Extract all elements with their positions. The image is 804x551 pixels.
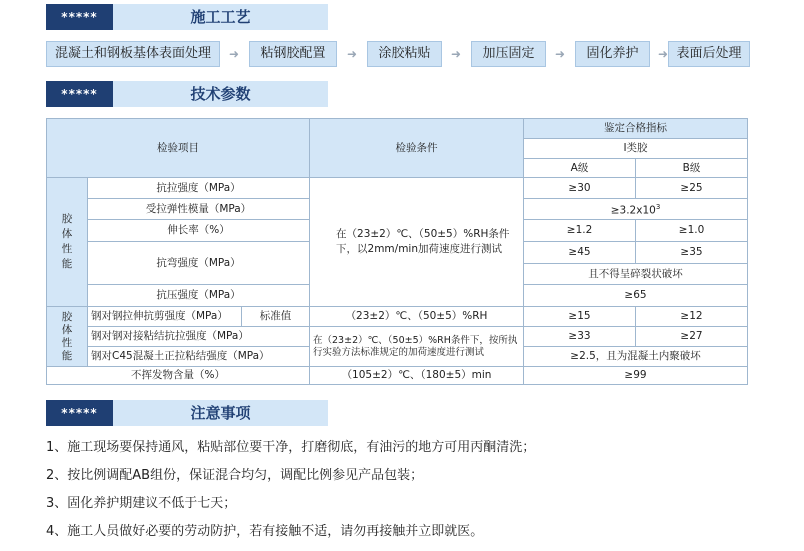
arrow-right-icon: ➜ bbox=[554, 47, 566, 61]
row-a: ≥1.2 bbox=[524, 220, 636, 242]
notes-list bbox=[46, 439, 786, 551]
row-condition: （105±2）℃、（180±5）min bbox=[310, 367, 524, 385]
group-label-text: 胶体性能 bbox=[61, 213, 73, 270]
header-qualified: 鉴定合格指标 bbox=[524, 119, 748, 139]
table-row bbox=[47, 367, 748, 385]
process-step-2: 粘钢胶配置 bbox=[249, 41, 337, 67]
process-flow bbox=[46, 41, 750, 67]
process-step-5: 固化养护 bbox=[575, 41, 650, 67]
note-item: 2、按比例调配AB组份，保证混合均匀，调配比例参见产品包装； bbox=[46, 468, 424, 483]
group-label bbox=[47, 178, 88, 307]
row-value: ≥99 bbox=[524, 367, 748, 385]
row-name: 抗弯强度（MPa） bbox=[88, 242, 310, 285]
section-header-notice bbox=[46, 400, 328, 426]
spec-table bbox=[46, 118, 748, 385]
group-label-text: 胶体性能 bbox=[61, 310, 73, 362]
arrow-right-icon: ➜ bbox=[450, 47, 462, 61]
header-b: B级 bbox=[636, 159, 748, 178]
row-value-sup: 3 bbox=[655, 202, 661, 211]
row-a: ≥30 bbox=[524, 178, 636, 199]
row-value bbox=[524, 199, 748, 220]
row-b: ≥25 bbox=[636, 178, 748, 199]
header-a: A级 bbox=[524, 159, 636, 178]
arrow-right-icon: ➜ bbox=[228, 47, 240, 61]
row-b: ≥35 bbox=[636, 242, 748, 264]
row-b: ≥1.0 bbox=[636, 220, 748, 242]
row-value: ≥2.5，且为混凝土内聚破坏 bbox=[524, 347, 748, 367]
table-row bbox=[47, 178, 748, 199]
group-label bbox=[47, 307, 88, 367]
table-row bbox=[47, 327, 748, 347]
section-header-params bbox=[46, 81, 328, 107]
process-step-1: 混凝土和钢板基体表面处理 bbox=[46, 41, 220, 67]
header-item: 检验项目 bbox=[47, 119, 310, 178]
row-name: 伸长率（%） bbox=[88, 220, 310, 242]
row-name: 抗拉强度（MPa） bbox=[88, 178, 310, 199]
row-value-main: ≥3.2x10 bbox=[610, 204, 656, 217]
row-a: ≥33 bbox=[524, 327, 636, 347]
condition-main: 在（23±2）℃、（50±5）%RH条件下，以2mm/min加荷速度进行测试 bbox=[310, 178, 524, 307]
row-a: ≥15 bbox=[524, 307, 636, 327]
stars-badge: ***** bbox=[46, 81, 113, 107]
section-title: 施工工艺 bbox=[113, 4, 328, 30]
arrow-right-icon: ➜ bbox=[657, 47, 669, 61]
note-item: 1、施工现场要保持通风，粘贴部位要干净，打磨彻底，有油污的地方可用丙酮清洗； bbox=[46, 440, 536, 455]
row-std: 标准值 bbox=[242, 307, 310, 327]
section-title: 技术参数 bbox=[113, 81, 328, 107]
condition-bond: 在（23±2）℃、（50±5）%RH条件下，按所执行实验方法标准规定的加荷速度进行测试 bbox=[310, 327, 524, 367]
stars-badge: ***** bbox=[46, 4, 113, 30]
row-b: ≥12 bbox=[636, 307, 748, 327]
process-step-6: 表面后处理 bbox=[668, 41, 750, 67]
row-name: 钢对钢拉伸抗剪强度（MPa） bbox=[88, 307, 242, 327]
row-value: ≥65 bbox=[524, 285, 748, 307]
note-item: 3、固化养护期建议不低于七天； bbox=[46, 496, 237, 511]
row-name: 钢对C45混凝土正拉粘结强度（MPa） bbox=[88, 347, 310, 367]
section-header-process bbox=[46, 4, 328, 30]
header-condition: 检验条件 bbox=[310, 119, 524, 178]
note-item: 4、施工人员做好必要的劳动防护，若有接触不适，请勿再接触并立即就医。 bbox=[46, 524, 484, 539]
row-name: 不挥发物含量（%） bbox=[47, 367, 310, 385]
row-note: 且不得呈碎裂状破坏 bbox=[524, 264, 748, 285]
section-title: 注意事项 bbox=[113, 400, 328, 426]
process-step-3: 涂胶粘贴 bbox=[367, 41, 442, 67]
header-grade: I类胶 bbox=[524, 139, 748, 159]
row-condition: （23±2）℃、（50±5）%RH bbox=[310, 307, 524, 327]
stars-badge: ***** bbox=[46, 400, 113, 426]
row-a: ≥45 bbox=[524, 242, 636, 264]
row-name: 受拉弹性模量（MPa） bbox=[88, 199, 310, 220]
row-name: 抗压强度（MPa） bbox=[88, 285, 310, 307]
arrow-right-icon: ➜ bbox=[346, 47, 358, 61]
row-b: ≥27 bbox=[636, 327, 748, 347]
process-step-4: 加压固定 bbox=[471, 41, 546, 67]
table-row bbox=[47, 307, 748, 327]
row-name: 钢对钢对接粘结抗拉强度（MPa） bbox=[88, 327, 310, 347]
